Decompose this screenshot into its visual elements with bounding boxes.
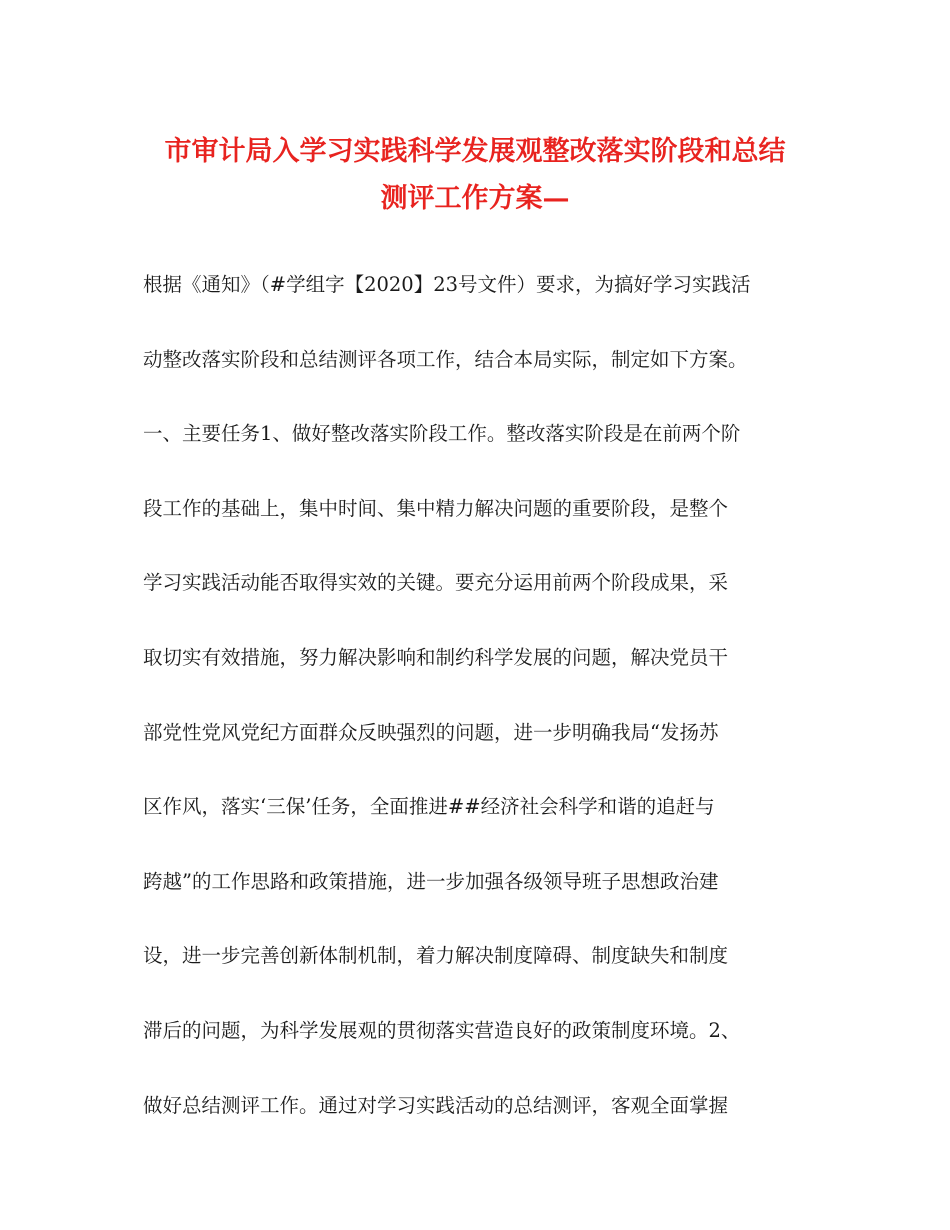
- body-line: 做好总结测评工作。通过对学习实践活动的总结测评，客观全面掌握: [143, 1093, 729, 1117]
- title-line-1: 市审计局入学习实践科学发展观整改落实阶段和总结: [164, 136, 786, 167]
- document-body: [143, 270, 823, 1165]
- document-title: [120, 128, 830, 222]
- body-line: 跨越”的工作思路和政策措施，进一步加强各级领导班子思想政治建: [143, 869, 719, 893]
- body-line: 一、主要任务1、做好整改落实阶段工作。整改落实阶段是在前两个阶: [143, 422, 741, 446]
- body-line: 区作风，落实‘三保’任务，全面推进##经济社会科学和谐的追赶与: [143, 795, 715, 819]
- body-line: 动整改落实阶段和总结测评各项工作，结合本局实际，制定如下方案。: [143, 347, 748, 371]
- body-line: 段工作的基础上，集中时间、集中精力解决问题的重要阶段，是整个: [143, 496, 729, 520]
- body-line: 滞后的问题，为科学发展观的贯彻落实营造良好的政策制度环境。2、: [143, 1018, 741, 1042]
- body-line: 根据《通知》（#学组字【2020】23号文件）要求，为搞好学习实践活: [143, 273, 751, 296]
- body-line: 部党性党风党纪方面群众反映强烈的问题，进一步明确我局“发扬苏: [143, 720, 719, 744]
- body-line: 学习实践活动能否取得实效的关键。要充分运用前两个阶段成果，采: [143, 571, 729, 595]
- body-line: 设，进一步完善创新体制机制，着力解决制度障碍、制度缺失和制度: [143, 944, 729, 968]
- title-line-2: 测评工作方案—: [380, 183, 570, 214]
- body-line: 取切实有效措施，努力解决影响和制约科学发展的问题，解决党员干: [143, 645, 729, 669]
